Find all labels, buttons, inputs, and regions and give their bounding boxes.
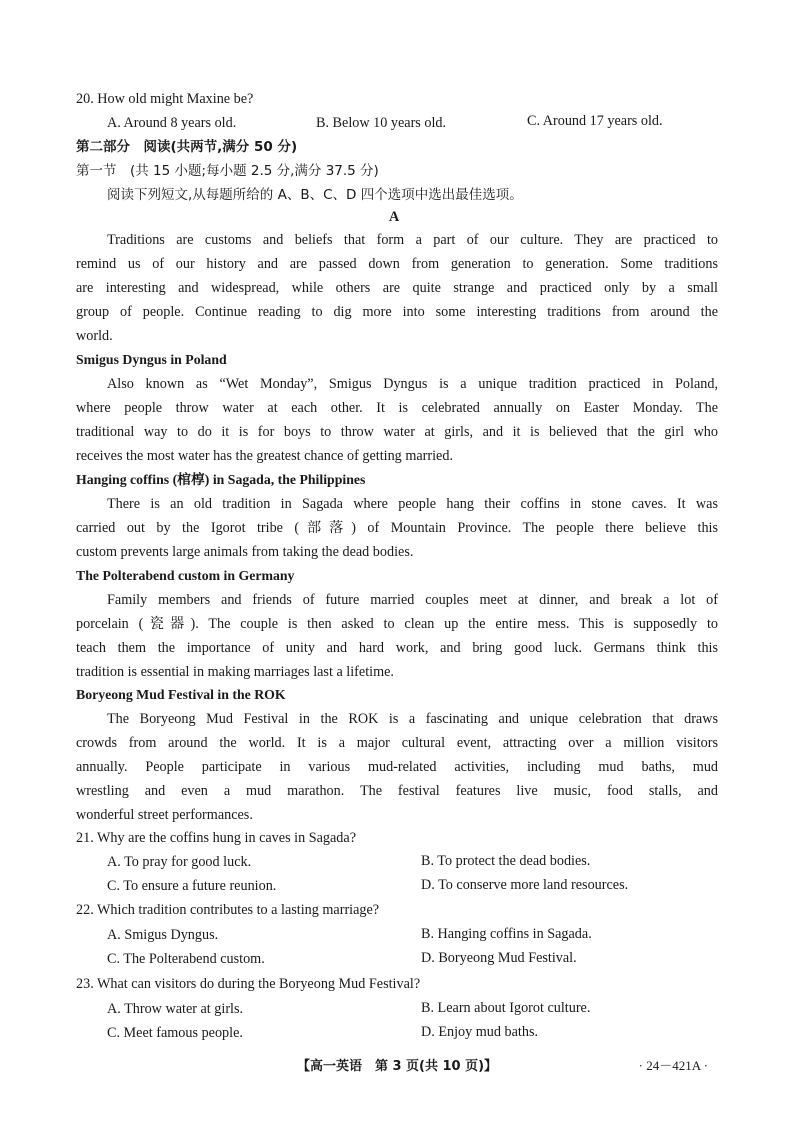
section-line: Also known as “Wet Monday”, Smigus Dyngus is a unique tradition practiced in Poland, xyxy=(107,376,718,392)
q21-option-c: C. To ensure a future reunion. xyxy=(107,878,277,894)
q20-option-c: C. Around 17 years old. xyxy=(527,113,663,129)
section-instruction: 阅读下列短文,从每题所给的 A、B、C、D 四个选项中选出最佳选项。 xyxy=(107,187,523,203)
passage-letter: A xyxy=(389,209,400,225)
section-line: tradition is essential in making marriages last a lifetime. xyxy=(76,664,394,680)
page-footer: 【高一英语 第 3 页(共 10 页)】 xyxy=(296,1059,498,1074)
exam-code: · 24－421A · xyxy=(638,1058,708,1073)
section-line: teach them the importance of unity and hard work, and bring good luck. Germans think this xyxy=(76,640,718,656)
section-heading: Boryeong Mud Festival in the ROK xyxy=(76,687,286,702)
q21-option-a: A. To pray for good luck. xyxy=(107,854,252,870)
q20-question: 20. How old might Maxine be? xyxy=(76,91,254,107)
section-line: crowds from around the world. It is a major cultural event, attracting over a million visitors xyxy=(76,735,718,751)
intro-line: Traditions are customs and beliefs that form a part of our culture. They are practiced to xyxy=(107,232,718,248)
q20-option-b: B. Below 10 years old. xyxy=(316,115,447,131)
section-line: Family members and friends of future married couples meet at dinner, and break a lot of xyxy=(107,592,718,608)
q22-option-b: B. Hanging coffins in Sagada. xyxy=(421,926,592,942)
intro-line: group of people. Continue reading to dig more into some interesting traditions from around the xyxy=(76,304,718,320)
q21-option-b: B. To protect the dead bodies. xyxy=(421,853,591,869)
section-line: There is an old tradition in Sagada where people hang their coffins in stone caves. It was xyxy=(107,496,718,512)
section-line: porcelain (瓷器). The couple is then asked to clean up the entire mess. This is supposedly to xyxy=(76,616,718,632)
section-line: traditional way to do it is for boys to throw water at girls, and it is believed that the girl who xyxy=(76,424,718,440)
section-line: The Boryeong Mud Festival in the ROK is a fascinating and unique celebration that draws xyxy=(107,711,718,727)
q22-option-d: D. Boryeong Mud Festival. xyxy=(421,950,577,966)
q23-option-b: B. Learn about Igorot culture. xyxy=(421,1000,591,1016)
q23-option-a: A. Throw water at girls. xyxy=(107,1001,244,1017)
section-line: wonderful street performances. xyxy=(76,807,253,823)
intro-line: world. xyxy=(76,328,113,344)
section-line: carried out by the Igorot tribe (部落) of Mountain Province. The people there believe this xyxy=(76,520,718,536)
q21-option-d: D. To conserve more land resources. xyxy=(421,877,629,893)
q23-option-d: D. Enjoy mud baths. xyxy=(421,1024,539,1040)
section-line: wrestling and even a mud marathon. The festival features live music, food stalls, and xyxy=(76,783,718,799)
section-line: custom prevents large animals from taking the dead bodies. xyxy=(76,544,414,560)
q22-option-a: A. Smigus Dyngus. xyxy=(107,927,219,943)
section-line: receives the most water has the greatest chance of getting married. xyxy=(76,448,453,464)
q22-option-c: C. The Polterabend custom. xyxy=(107,951,265,967)
q21-question: 21. Why are the coffins hung in caves in Sagada? xyxy=(76,830,356,846)
intro-line: are interesting and widespread, while others are quite strange and practiced only by a small xyxy=(76,280,718,296)
q22-question: 22. Which tradition contributes to a lasting marriage? xyxy=(76,902,380,918)
part2-title: 第二部分 阅读(共两节,满分 50 分) xyxy=(76,139,298,155)
q23-question: 23. What can visitors do during the Boryeong Mud Festival? xyxy=(76,976,421,992)
intro-line: remind us of our history and are passed down from generation to generation. Some traditions xyxy=(76,256,718,272)
q20-option-a: A. Around 8 years old. xyxy=(107,115,237,131)
section1-title: 第一节 (共 15 小题;每小题 2.5 分,满分 37.5 分) xyxy=(76,163,379,179)
section-line: where people throw water at each other. It is celebrated annually on Easter Monday. The xyxy=(76,400,718,416)
section-heading: The Polterabend custom in Germany xyxy=(76,568,295,583)
section-heading: Smigus Dyngus in Poland xyxy=(76,352,227,367)
section-heading: Hanging coffins (棺椁) in Sagada, the Philippines xyxy=(76,472,366,487)
section-line: annually. People participate in various mud-related activities, including mud baths, mud xyxy=(76,759,718,775)
q23-option-c: C. Meet famous people. xyxy=(107,1025,243,1041)
